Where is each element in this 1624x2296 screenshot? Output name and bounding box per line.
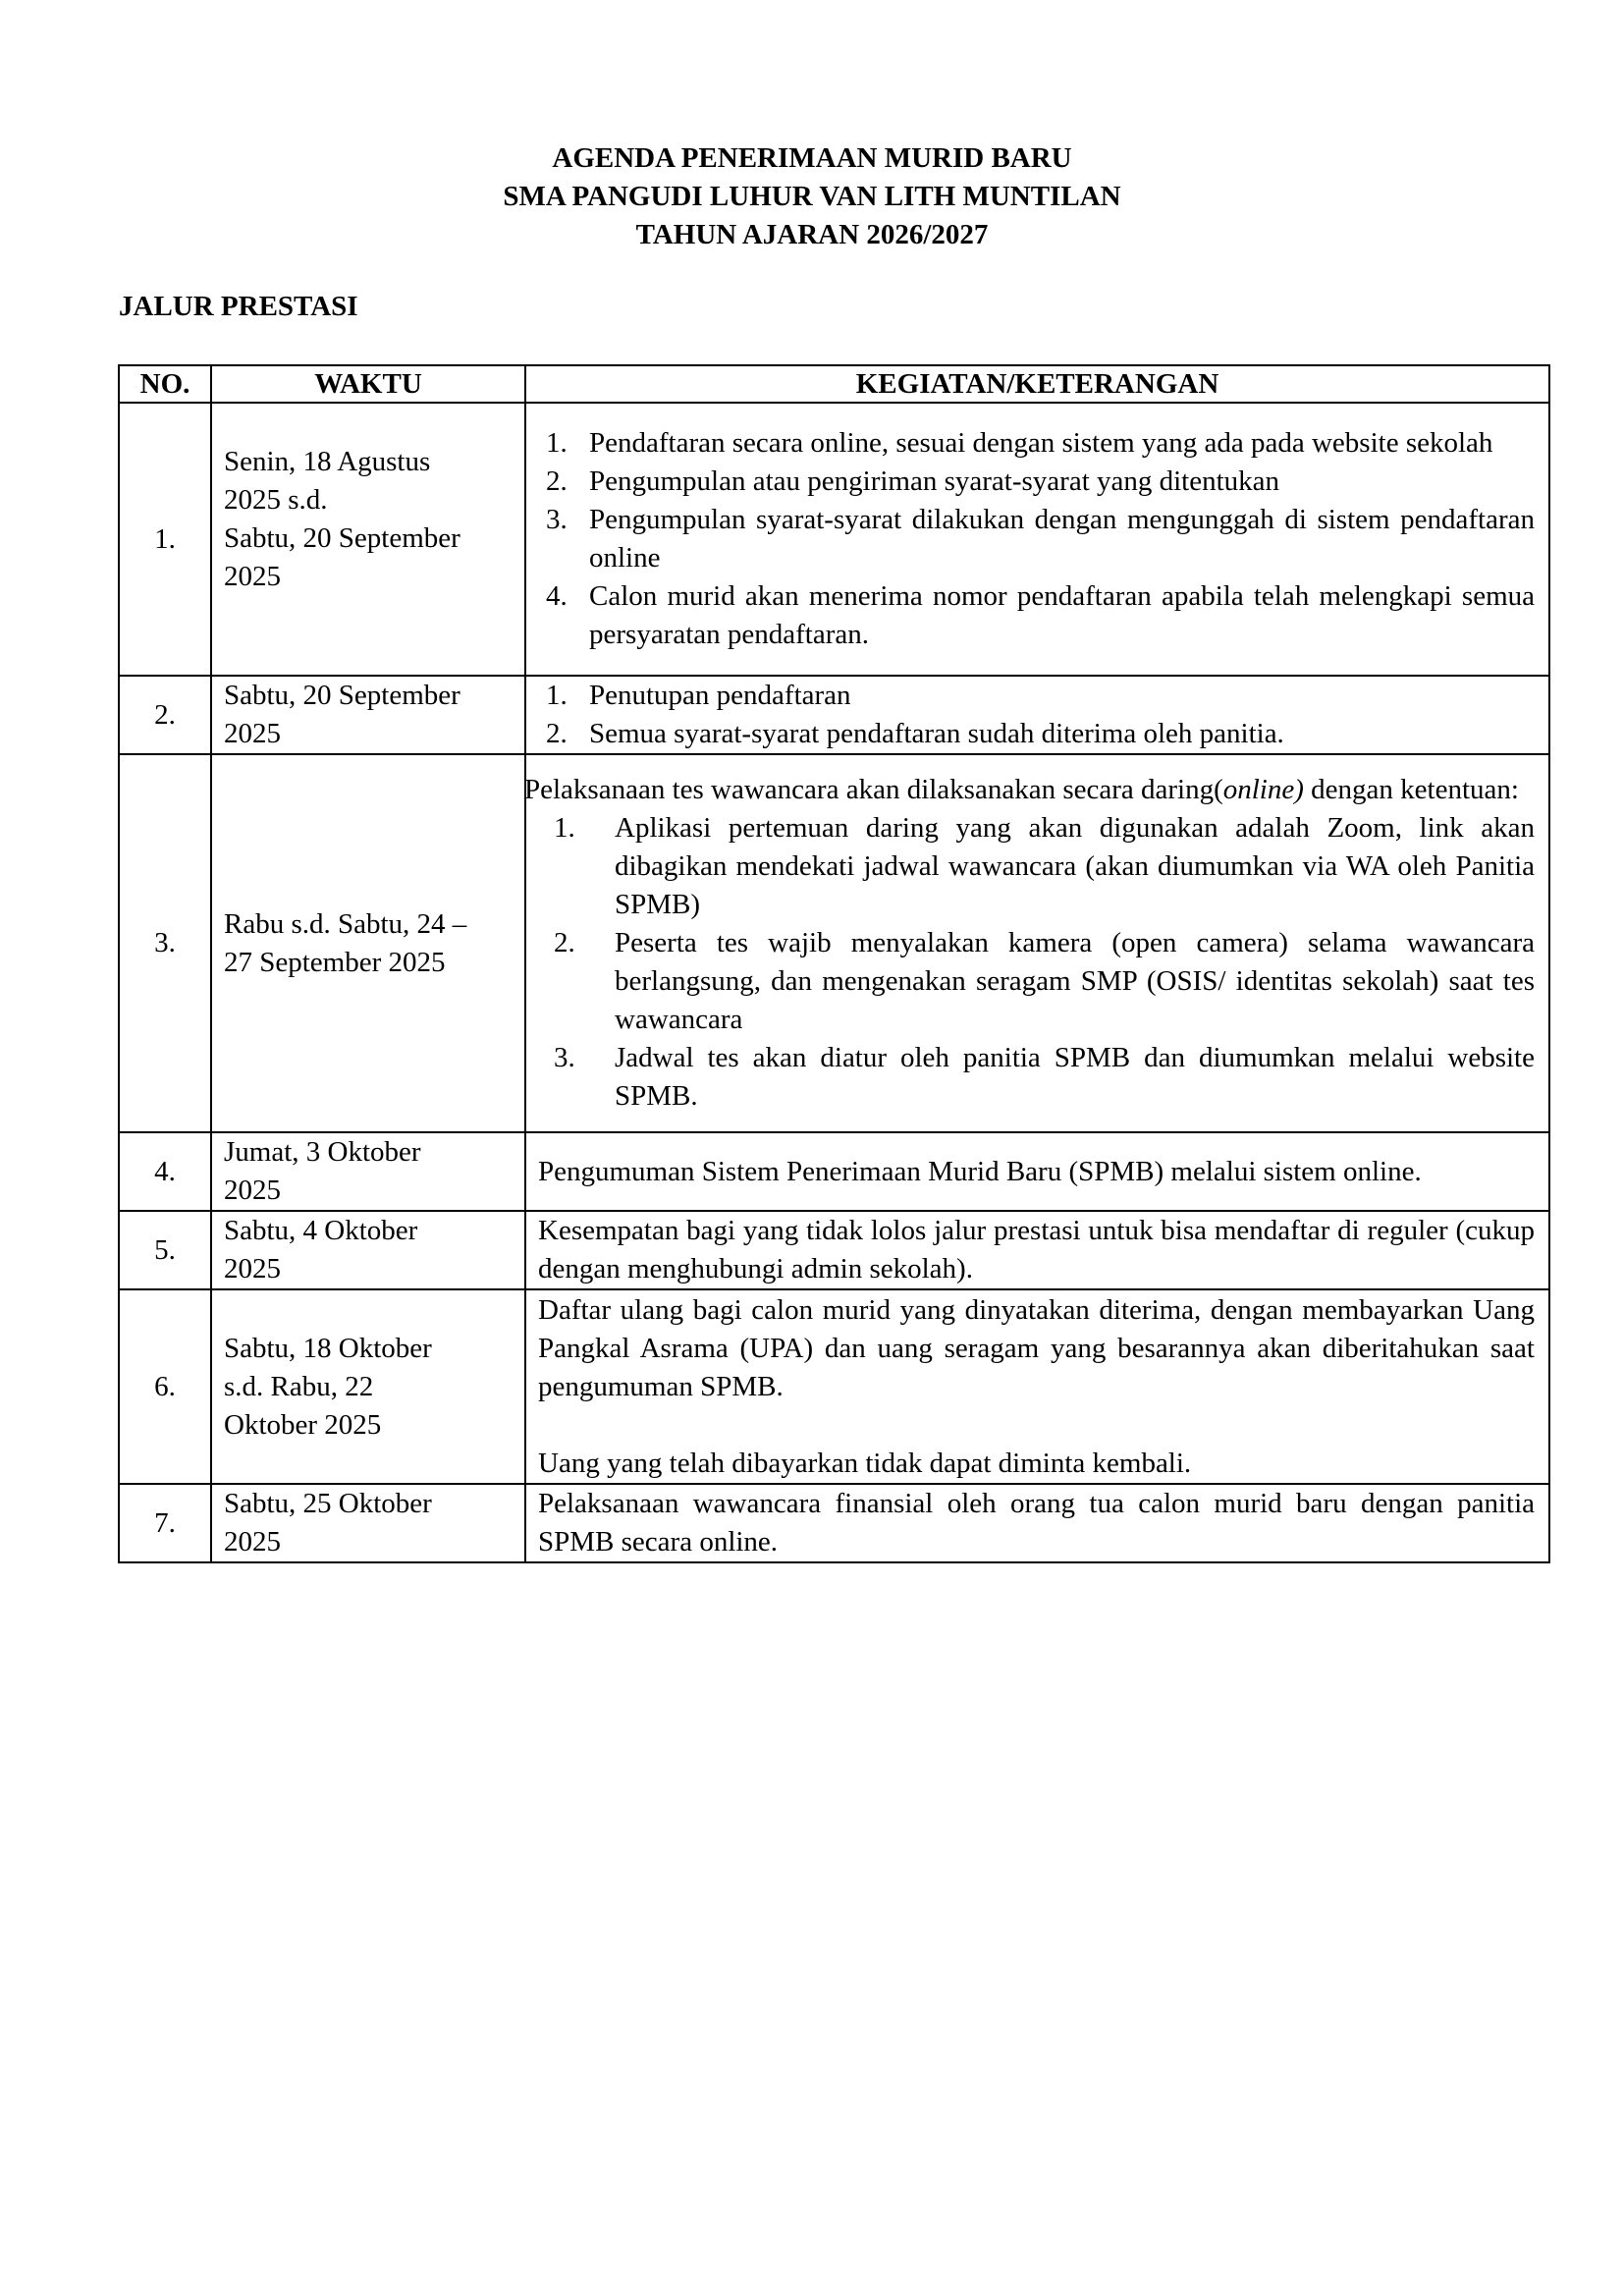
spacer [538,1406,1535,1445]
column-header-no: NO. [119,365,211,403]
kegiatan-list [538,677,1535,753]
list-item: 4. Calon murid akan menerima nomor pendaftaran apabila telah melengkapi semua persyaratan pendaftaran. [546,580,1535,650]
row-waktu [211,403,525,676]
row-number: 3. [119,754,211,1132]
table-row [119,1484,1549,1562]
waktu-line: 2025 [224,561,281,592]
list-item: 1. Pendaftaran secara online, sesuai dengan sistem yang ada pada website sekolah [546,427,1493,459]
title-line-2: SMA PANGUDI LUHUR VAN LITH MUNTILAN [503,181,1121,212]
waktu-line: Sabtu, 20 September [224,522,460,554]
row-waktu [211,1289,525,1484]
row-kegiatan [525,1289,1549,1484]
table-row [119,1289,1549,1484]
waktu-line: Rabu s.d. Sabtu, 24 – [224,907,467,940]
list-item: 1. Aplikasi pertemuan daring yang akan digunakan adalah Zoom, link akan dibagikan mendekati jadwal wawancara (akan diumumkan via WA oleh Panitia SPMB) [554,812,1535,920]
list-item: 2. Peserta tes wajib menyalakan kamera (open camera) selama wawancara berlangsung, dan mengenakan seragam SMP (OSIS/ identitas sekolah) saat tes wawancara [554,927,1535,1035]
row-number: 7. [119,1484,211,1562]
waktu-line: 2025 s.d. [224,484,328,516]
waktu-line: Sabtu, 20 September [224,680,460,711]
row-kegiatan: Kesempatan bagi yang tidak lolos jalur prestasi untuk bisa mendaftar di reguler (cukup dengan menghubungi admin sekolah). [525,1211,1549,1289]
waktu-line: 2025 [224,1175,281,1206]
document-title [0,139,1624,254]
waktu-line: s.d. Rabu, 22 [224,1370,374,1402]
kegiatan-list [538,809,1535,1116]
row-number: 4. [119,1132,211,1211]
waktu-line: Sabtu, 4 Oktober [224,1215,418,1246]
table-row [119,754,1549,1132]
row-waktu [211,1132,525,1211]
row-number: 6. [119,1289,211,1484]
row-kegiatan [525,676,1549,754]
section-title: JALUR PRESTASI [119,291,358,322]
kegiatan-list [538,424,1535,654]
list-item: 2. Semua syarat-syarat pendaftaran sudah diterima oleh panitia. [546,718,1284,749]
table-row [119,676,1549,754]
waktu-line: Senin, 18 Agustus [224,446,431,477]
table-row [119,403,1549,676]
row-number: 2. [119,676,211,754]
waktu-line: Jumat, 3 Oktober [224,1136,421,1168]
waktu-line: Sabtu, 18 Oktober [224,1332,432,1364]
table-header-row [119,365,1549,403]
row-kegiatan [525,403,1549,676]
list-item: 1. Penutupan pendaftaran [546,680,851,711]
column-header-waktu: WAKTU [211,365,525,403]
table-row [119,1132,1549,1211]
title-line-1: AGENDA PENERIMAAN MURID BARU [552,142,1072,174]
row-waktu [211,1484,525,1562]
row-kegiatan [525,754,1549,1132]
kegiatan-text: Daftar ulang bagi calon murid yang dinyatakan diterima, dengan membayarkan Uang Pangkal Asrama (UPA) dan uang seragam yang besarannya akan diberitahukan saat pengumuman SPMB. [538,1293,1535,1402]
list-item: 2. Pengumpulan atau pengiriman syarat-syarat yang ditentukan [546,465,1280,497]
row-number: 5. [119,1211,211,1289]
waktu-line: 2025 [224,718,281,749]
list-item: 3. Jadwal tes akan diatur oleh panitia SPMB dan diumumkan melalui website SPMB. [554,1042,1535,1112]
table-row [119,1211,1549,1289]
row-kegiatan: Pengumuman Sistem Penerimaan Murid Baru (SPMB) melalui sistem online. [525,1132,1549,1211]
row-waktu [211,1211,525,1289]
kegiatan-intro: Pelaksanaan tes wawancara akan dilaksanakan secara daring(online) dengan ketentuan: [524,774,1519,805]
list-item: 3. Pengumpulan syarat-syarat dilakukan dengan mengunggah di sistem pendaftaran online [546,504,1535,574]
title-line-3: TAHUN AJARAN 2026/2027 [635,219,989,250]
row-waktu [211,754,525,1132]
kegiatan-note: Uang yang telah dibayarkan tidak dapat diminta kembali. [538,1447,1192,1479]
row-kegiatan: Pelaksanaan wawancara finansial oleh orang tua calon murid baru dengan panitia SPMB secara online. [525,1484,1549,1562]
row-number: 1. [119,403,211,676]
row-waktu [211,676,525,754]
waktu-line: 27 September 2025 [224,946,446,978]
waktu-line: Sabtu, 25 Oktober [224,1488,432,1519]
agenda-table [118,364,1550,1563]
waktu-line: 2025 [224,1253,281,1285]
column-header-kegiatan: KEGIATAN/KETERANGAN [525,365,1549,403]
waktu-line: 2025 [224,1526,281,1558]
waktu-line: Oktober 2025 [224,1408,382,1441]
